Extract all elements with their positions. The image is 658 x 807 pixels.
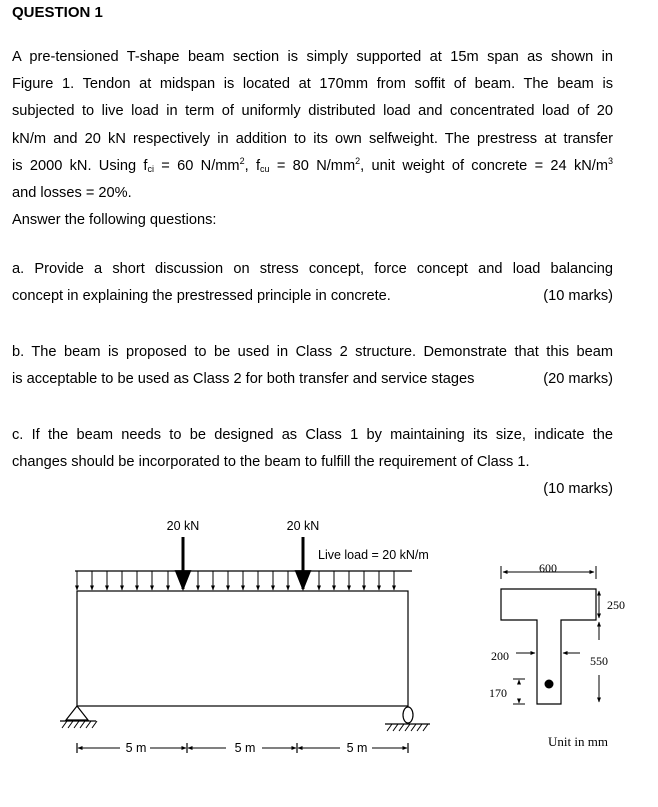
part-a-line-2	[12, 283, 613, 310]
figure-1	[0, 505, 658, 780]
part-a-line-1: a. Provide a short discussion on stress concept, force concept and load balancing	[12, 261, 613, 277]
part-b-marks: (20 marks)	[543, 371, 613, 388]
intro-line-2: Figure 1. Tendon at midspan is located at 170mm from soffit of beam. The beam is	[12, 76, 613, 93]
part-b	[12, 339, 613, 393]
fci-subscript: ci	[147, 163, 154, 174]
part-c-marks: (10 marks)	[543, 481, 613, 498]
part-c-line-2: changes should be incorporated to the beam to fulfill the requirement of Class 1.	[12, 454, 530, 471]
unit-weight-superscript: 3	[608, 155, 614, 166]
tendon-height-label: 170	[489, 686, 507, 700]
intro-line-1: A pre-tensioned T-shape beam section is simply supported at 15m span as shown in	[12, 49, 613, 65]
part-b-line-2	[12, 366, 613, 393]
span-2-label: 5 m	[234, 741, 256, 755]
part-a-marks: (10 marks)	[543, 288, 613, 305]
units-label: Unit in mm	[548, 734, 608, 749]
udl-arrows	[77, 571, 394, 590]
point-load-left-label: 20 kN	[166, 519, 200, 533]
answer-prompt: Answer the following questions:	[12, 212, 217, 229]
part-c	[12, 422, 613, 504]
intro-line-5	[12, 153, 613, 180]
fci-unit-superscript: 2	[239, 155, 245, 166]
fcu-unit-superscript: 2	[355, 155, 361, 166]
web-width-label: 200	[491, 649, 509, 663]
intro-line-5-a: is 2000 kN. Using f	[12, 157, 148, 174]
span-dimensions	[77, 741, 408, 755]
question-heading: QUESTION 1	[12, 4, 103, 21]
part-b-line-1: b. The beam is proposed to be used in Class 2 structure. Demonstrate that this beam	[12, 344, 613, 360]
web-depth-label: 550	[590, 654, 608, 668]
intro-line-5-b: = 60 N/mm	[153, 157, 240, 174]
span-3-label: 5 m	[346, 741, 368, 755]
intro-line-4: kN/m and 20 kN respectively in addition to its own selfweight. The prestress at transfer	[12, 130, 613, 147]
intro-line-6: and losses = 20%.	[12, 185, 132, 202]
intro-line-5-e: , unit weight of concrete = 24 kN/m	[360, 157, 608, 174]
question-intro	[12, 44, 613, 234]
flange-depth-label: 250	[607, 598, 625, 612]
beam-elevation	[60, 519, 430, 755]
t-section	[489, 561, 625, 749]
part-a	[12, 256, 613, 310]
intro-line-5-c: , f	[244, 157, 261, 174]
intro-line-3: subjected to live load in term of uniformly distributed load and concentrated load of 20	[12, 103, 613, 120]
part-b-text: is acceptable to be used as Class 2 for both transfer and service stages	[12, 371, 475, 388]
fcu-subscript: cu	[260, 163, 270, 174]
span-1-label: 5 m	[125, 741, 147, 755]
flange-width-label: 600	[539, 561, 557, 575]
roller-support	[385, 707, 430, 731]
point-load-right-label: 20 kN	[286, 519, 320, 533]
tendon-dot	[545, 680, 554, 689]
pin-support	[60, 706, 97, 728]
part-c-line-1: c. If the beam needs to be designed as Class 1 by maintaining its size, indicate the	[12, 427, 613, 443]
part-a-text: concept in explaining the prestressed principle in concrete.	[12, 288, 391, 305]
beam-body	[77, 591, 408, 706]
udl-label: Live load = 20 kN/m	[318, 548, 429, 562]
intro-line-5-d: = 80 N/mm	[269, 157, 356, 174]
